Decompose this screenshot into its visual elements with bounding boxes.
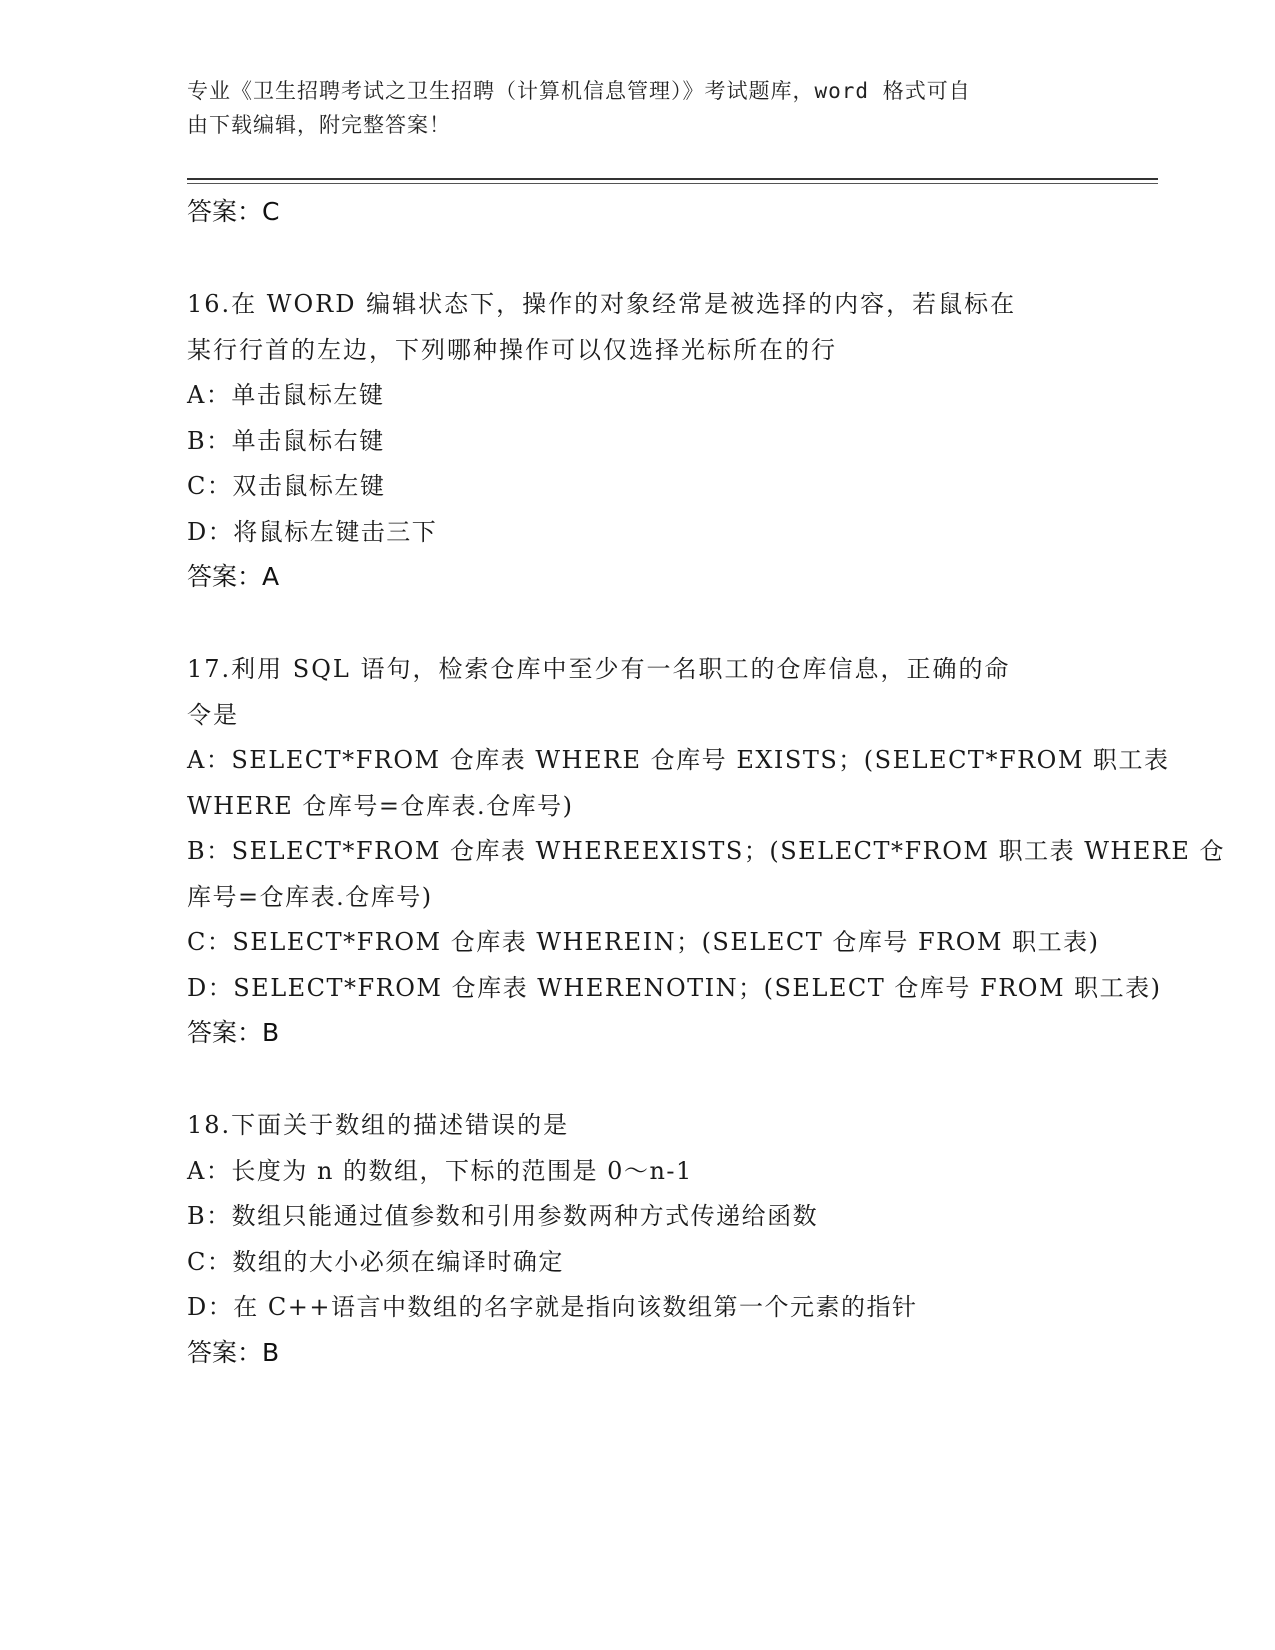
option-c: C：数组的大小必须在编译时确定 <box>187 1247 564 1276</box>
question-16 <box>187 282 1087 599</box>
answer: 答案：B <box>187 1018 280 1047</box>
question-content <box>187 190 1226 1375</box>
header-divider <box>187 178 1158 180</box>
option-d: D：SELECT*FROM 仓库表 WHERENOTIN；(SELECT 仓库号 FROM 职工表) <box>187 973 1162 1002</box>
option-a: A：SELECT*FROM 仓库表 WHERE 仓库号 EXISTS；(SELECT*FROM 职工表 <box>187 746 1170 774</box>
option-d: D：在 C++语言中数组的名字就是指向该数组第一个元素的指针 <box>187 1293 918 1321</box>
option-a: A：长度为 n 的数组，下标的范围是 0～n-1 <box>187 1156 693 1185</box>
option-a-continued: WHERE 仓库号=仓库表.仓库号) <box>187 791 574 820</box>
option-b: B：单击鼠标右键 <box>187 426 385 455</box>
option-d: D：将鼠标左键击三下 <box>187 517 438 546</box>
option-b: B：SELECT*FROM 仓库表 WHEREEXISTS；(SELECT*FROM 职工表 WHERE 仓 <box>187 837 1226 865</box>
answer: 答案：B <box>187 1337 280 1367</box>
question-stem-line: 18.下面关于数组的描述错误的是 <box>187 1111 570 1139</box>
option-b-continued: 库号=仓库表.仓库号) <box>187 882 433 911</box>
question-stem-line: 某行行首的左边，下列哪种操作可以仅选择光标所在的行 <box>187 335 837 364</box>
question-stem-line: 令是 <box>187 700 239 729</box>
spacer <box>187 599 1087 647</box>
question-stem-line: 17.利用 SQL 语句，检索仓库中至少有一名职工的仓库信息，正确的命 <box>187 655 1011 683</box>
question-17 <box>187 647 1226 1055</box>
previous-answer: 答案：C <box>187 197 280 226</box>
header-line-2: 由下载编辑，附完整答案！ <box>187 113 451 137</box>
header-line-1: 专业《卫生招聘考试之卫生招聘（计算机信息管理）》考试题库，word 格式可自 <box>187 79 971 103</box>
option-c: C：双击鼠标左键 <box>187 472 386 500</box>
option-c: C：SELECT*FROM 仓库表 WHEREIN；(SELECT 仓库号 FROM 职工表) <box>187 928 1100 956</box>
question-18 <box>187 1103 1087 1375</box>
page-header <box>187 74 1067 142</box>
option-b: B：数组只能通过值参数和引用参数两种方式传递给函数 <box>187 1202 819 1230</box>
answer: 答案：A <box>187 562 280 591</box>
spacer <box>187 1055 1087 1103</box>
option-a: A：单击鼠标左键 <box>187 381 385 409</box>
spacer <box>187 234 1087 282</box>
question-stem-line: 16.在 WORD 编辑状态下，操作的对象经常是被选择的内容，若鼠标在 <box>187 290 1017 318</box>
header-divider-thin <box>187 183 1158 184</box>
